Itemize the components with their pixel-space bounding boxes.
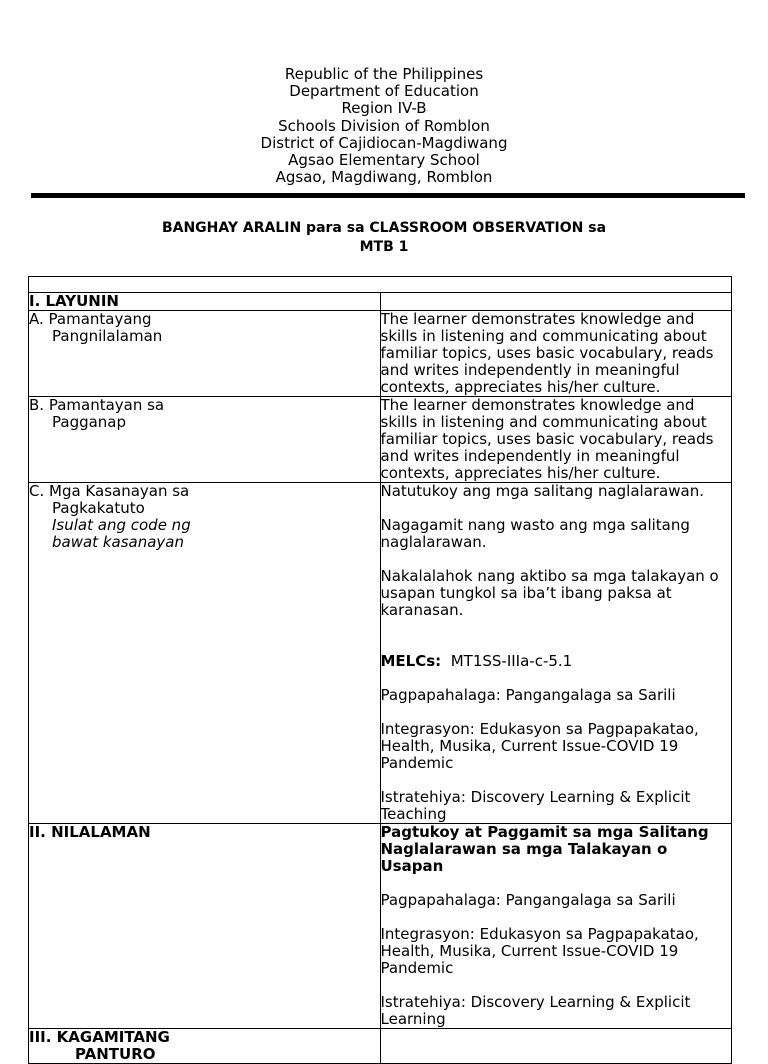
kagamitan-label bbox=[29, 1029, 381, 1064]
table-row bbox=[29, 1029, 732, 1064]
document-title bbox=[60, 219, 708, 257]
table-row bbox=[29, 277, 732, 293]
melcs-label: MELCs: bbox=[380, 652, 442, 670]
label-line: Pangnilalaman bbox=[52, 327, 163, 345]
label-line: C. Mga Kasanayan sa bbox=[29, 482, 190, 500]
table-row bbox=[29, 397, 732, 483]
label-line: III. KAGAMITANG bbox=[29, 1028, 170, 1046]
lesson-plan-table bbox=[28, 276, 732, 1064]
label-line: Pagganap bbox=[52, 413, 127, 431]
topic-title: Pagtukoy at Paggamit sa mga Salitang Naglalarawan sa mga Talakayan o Usapan bbox=[380, 823, 709, 875]
header-line: Agsao, Magdiwang, Romblon bbox=[275, 168, 493, 187]
melcs-line bbox=[381, 653, 732, 670]
label-line: PANTURO bbox=[75, 1045, 156, 1063]
label-line: B. Pamantayan sa bbox=[29, 396, 165, 414]
istratehiya-text: Istratehiya: Discovery Learning & Explicit Teaching bbox=[380, 788, 691, 823]
header-line: District of Cajidiocan-Magdiwang bbox=[260, 133, 508, 152]
document-header bbox=[0, 66, 768, 186]
header-line: Schools Division of Romblon bbox=[278, 116, 490, 135]
pamantayan-pagganap-text: The learner demonstrates knowledge and skills in listening and communicating about familiar topics, uses basic vocabulary, reads and writes independently in meaningful contexts, appreciates his/her culture. bbox=[380, 397, 732, 483]
title-line-2: MTB 1 bbox=[359, 239, 409, 255]
header-line: Region IV-B bbox=[341, 99, 427, 118]
pamantayan-pagganap-label bbox=[29, 397, 381, 483]
table-row bbox=[29, 311, 732, 397]
kasanayan-content bbox=[380, 483, 732, 824]
empty-cell bbox=[380, 293, 732, 311]
header-line: Department of Education bbox=[289, 82, 479, 101]
label-line: Isulat ang code ng bbox=[52, 516, 191, 534]
empty-cell bbox=[380, 1029, 732, 1064]
integrasyon-text: Integrasyon: Edukasyon sa Pagpapakatao, Health, Musika, Current Issue-COVID 19 Pandemic bbox=[380, 925, 699, 977]
pamantayang-pangnilalaman-label bbox=[29, 311, 381, 397]
melcs-code: MT1SS-IIIa-c-5.1 bbox=[450, 652, 573, 670]
label-line: Pagkakatuto bbox=[52, 499, 145, 517]
objective-3: Nakalalahok nang aktibo sa mga talakayan o usapan tungkol sa iba’t ibang paksa at karanasan. bbox=[380, 567, 719, 619]
empty-cell bbox=[29, 277, 732, 293]
pamantayang-pangnilalaman-text: The learner demonstrates knowledge and skills in listening and communicating about familiar topics, uses basic vocabulary, reads and writes independently in meaningful contexts, appreciates his/her culture. bbox=[380, 311, 732, 397]
pagpapahalaga-text: Pagpapahalaga: Pangangalaga sa Sarili bbox=[380, 891, 676, 909]
table-row bbox=[29, 483, 732, 824]
pagpapahalaga-text: Pagpapahalaga: Pangangalaga sa Sarili bbox=[380, 686, 676, 704]
header-divider bbox=[31, 193, 745, 198]
label-line: A. Pamantayang bbox=[29, 310, 152, 328]
title-line-1: BANGHAY ARALIN para sa CLASSROOM OBSERVATION sa bbox=[161, 220, 607, 236]
header-line: Agsao Elementary School bbox=[288, 150, 480, 169]
header-line: Republic of the Philippines bbox=[284, 65, 484, 83]
layunin-label: I. LAYUNIN bbox=[29, 293, 381, 311]
nilalaman-content bbox=[380, 824, 732, 1029]
objective-2: Nagagamit nang wasto ang mga salitang naglalarawan. bbox=[380, 516, 690, 551]
table-row bbox=[29, 293, 732, 311]
label-line: bawat kasanayan bbox=[52, 533, 184, 551]
nilalaman-label: II. NILALAMAN bbox=[29, 824, 381, 1029]
integrasyon-text: Integrasyon: Edukasyon sa Pagpapakatao, Health, Musika, Current Issue-COVID 19 Pandemic bbox=[380, 720, 699, 772]
kasanayan-label bbox=[29, 483, 381, 824]
table-row bbox=[29, 824, 732, 1029]
objective-1: Natutukoy ang mga salitang naglalarawan. bbox=[380, 482, 704, 500]
istratehiya-text: Istratehiya: Discovery Learning & Explicit Learning bbox=[380, 993, 691, 1028]
